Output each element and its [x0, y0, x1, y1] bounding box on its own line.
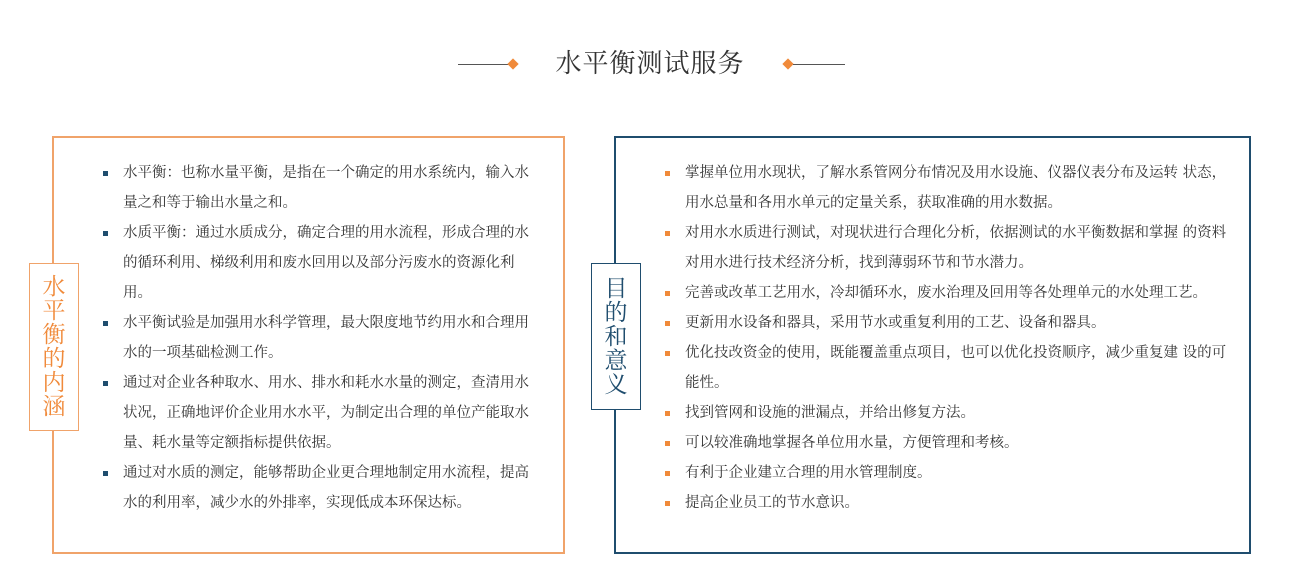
- list-item: [123, 218, 543, 308]
- list-item: [685, 158, 1233, 218]
- section-header: [0, 40, 1298, 90]
- square-bullet-icon: [103, 471, 108, 476]
- square-bullet-icon: [103, 231, 108, 236]
- list-item-text: 水平衡：也称水量平衡，是指在一个确定的用水系统内，输入水量之和等于输出水量之和。: [123, 165, 529, 211]
- list-item: [123, 368, 543, 458]
- diamond-icon: [507, 58, 518, 69]
- square-bullet-icon: [665, 411, 670, 416]
- square-bullet-icon: [665, 351, 670, 356]
- square-bullet-icon: [665, 171, 670, 176]
- tag-char: 衡: [42, 322, 66, 348]
- tag-char: 涵: [42, 394, 66, 420]
- list-item: [123, 158, 543, 218]
- tag-char: 目: [604, 275, 628, 302]
- square-bullet-icon: [665, 441, 670, 446]
- list-item-text: 掌握单位用水现状，了解水系管网分布情况及用水设施、仪器仪表分布及运转 状态，用水总量和各用水单元的定量关系，获取准确的用水数据。: [685, 165, 1227, 211]
- list-item-text: 提高企业员工的节水意识。: [685, 495, 859, 511]
- tag-char: 平: [42, 298, 66, 324]
- square-bullet-icon: [103, 381, 108, 386]
- list-item-text: 完善或改革工艺用水，冷却循环水，废水治理及回用等各处理单元的水处理工艺。: [685, 285, 1207, 301]
- list-item: [685, 398, 1233, 428]
- purpose-list: [685, 158, 1233, 518]
- list-item-text: 通过对水质的测定，能够帮助企业更合理地制定用水流程，提高水的利用率，减少水的外排率，实现低成本环保达标。: [123, 465, 529, 511]
- square-bullet-icon: [665, 231, 670, 236]
- tag-char: 和: [604, 323, 628, 350]
- square-bullet-icon: [665, 471, 670, 476]
- list-item: [685, 428, 1233, 458]
- list-item-text: 水平衡试验是加强用水科学管理，最大限度地节约用水和合理用水的一项基础检测工作。: [123, 315, 529, 361]
- tag-char: 意: [604, 347, 628, 374]
- list-item-text: 更新用水设备和器具，采用节水或重复利用的工艺、设备和器具。: [685, 315, 1106, 331]
- list-item: [685, 458, 1233, 488]
- square-bullet-icon: [665, 501, 670, 506]
- list-item-text: 优化技改资金的使用，既能覆盖重点项目，也可以优化投资顺序，减少重复建 设的可能性。: [685, 345, 1227, 391]
- connotation-tag: [29, 263, 79, 431]
- tag-char: 水: [42, 274, 66, 300]
- header-divider-right: [793, 64, 845, 65]
- list-item: [685, 218, 1233, 278]
- tag-char: 内: [42, 370, 66, 396]
- square-bullet-icon: [665, 321, 670, 326]
- purpose-tag: [591, 263, 641, 410]
- list-item: [685, 488, 1233, 518]
- list-item: [685, 278, 1233, 308]
- tag-char: 的: [604, 299, 628, 326]
- connotation-list: [123, 158, 543, 518]
- list-item-text: 通过对企业各种取水、用水、排水和耗水水量的测定，查清用水状况，正确地评价企业用水水平，为制定出合理的单位产能取水量、耗水量等定额指标提供依据。: [123, 375, 529, 451]
- page-title: 水平衡测试服务: [555, 49, 745, 79]
- diamond-icon: [782, 58, 793, 69]
- list-item: [685, 338, 1233, 398]
- list-item-text: 对用水水质进行测试，对现状进行合理化分析，依据测试的水平衡数据和掌握 的资料对用水进行技术经济分析，找到薄弱环节和节水潜力。: [685, 225, 1227, 271]
- square-bullet-icon: [103, 321, 108, 326]
- square-bullet-icon: [103, 171, 108, 176]
- tag-char: 的: [42, 346, 66, 372]
- list-item-text: 可以较准确地掌握各单位用水量，方便管理和考核。: [685, 435, 1019, 451]
- header-divider-left: [458, 64, 510, 65]
- square-bullet-icon: [665, 291, 670, 296]
- list-item: [685, 308, 1233, 338]
- list-item-text: 有利于企业建立合理的用水管理制度。: [685, 465, 932, 481]
- list-item: [123, 308, 543, 368]
- list-item-text: 找到管网和设施的泄漏点，并给出修复方法。: [685, 405, 975, 421]
- list-item-text: 水质平衡：通过水质成分，确定合理的用水流程，形成合理的水的循环利用、梯级利用和废水回用以及部分污废水的资源化利用。: [123, 225, 529, 301]
- list-item: [123, 458, 543, 518]
- tag-char: 义: [604, 371, 628, 398]
